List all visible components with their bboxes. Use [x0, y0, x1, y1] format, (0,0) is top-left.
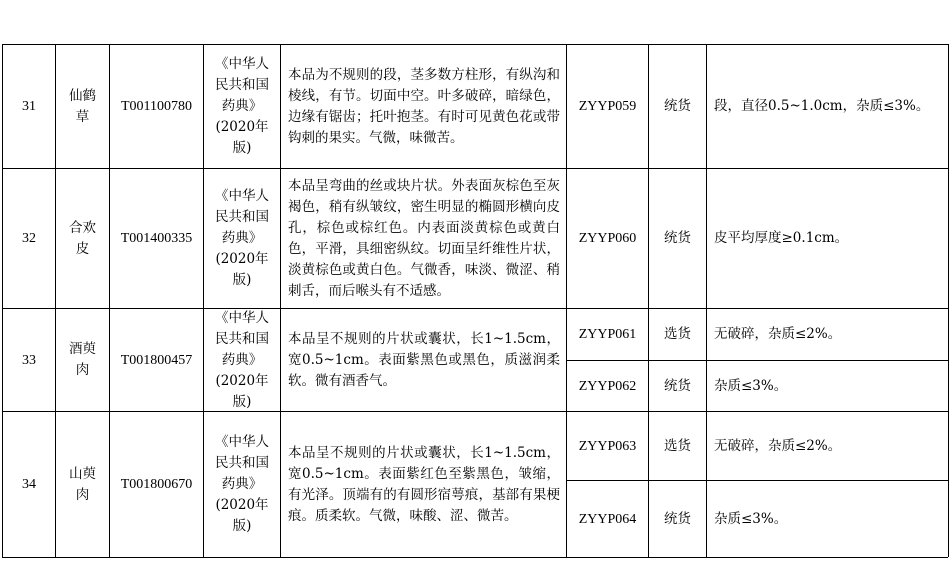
product-code-text: T001800457 [120, 352, 193, 368]
herb-name-line: 山萸 [69, 465, 96, 482]
spec-id-text: ZYYP059 [578, 99, 637, 114]
row-number-text: 31 [22, 99, 36, 114]
standard-source-line: 药典》 [221, 230, 263, 246]
spec-id-text: ZYYP062 [578, 378, 637, 394]
herb-description [281, 169, 566, 308]
spec-id [567, 169, 648, 308]
standard-source-line: 民共和国 [215, 77, 269, 93]
spec-requirement [707, 169, 948, 308]
herb-description [281, 45, 566, 168]
standard-source-line: 版) [232, 272, 252, 288]
spec-grade-text: 选货 [664, 326, 691, 342]
spec-requirement [707, 361, 948, 411]
spec-grade [649, 45, 706, 168]
standard-source-line: (2020年 [215, 119, 269, 135]
standard-source-line: (2020年 [215, 372, 269, 389]
product-code [110, 45, 203, 168]
standard-source-line: 药典》 [221, 476, 263, 492]
spec-id-text: ZYYP063 [578, 438, 637, 454]
standard-source [204, 412, 280, 557]
standard-source-line: (2020年 [215, 251, 269, 267]
standard-source-line: 《中华人 [215, 56, 269, 72]
herb-name-line: 肉 [75, 486, 90, 503]
spec-grade [649, 412, 706, 480]
spec-requirement [707, 481, 948, 557]
standard-source [204, 169, 280, 308]
standard-source-line: 《中华人 [215, 434, 269, 450]
product-code-text: T001400335 [120, 231, 193, 246]
herb-description-text: 本品呈不规则的片状或囊状，长1~1.5cm，宽0.5~1cm。表面紫黑色或黑色，质滋润柔软。微有酒香气。 [288, 330, 560, 389]
spec-requirement-text: 杂质≤3%。 [714, 377, 788, 394]
spec-id [567, 481, 648, 557]
spec-id [567, 361, 648, 411]
standard-source-line: (2020年 [215, 497, 269, 513]
herb-name-line: 合欢 [69, 219, 96, 236]
row-number-text: 32 [22, 231, 36, 246]
spec-grade [649, 169, 706, 308]
spec-requirement-text: 皮平均厚度≥0.1cm。 [714, 230, 849, 246]
standard-source-line: 版) [232, 518, 252, 534]
row-number [3, 309, 55, 411]
herb-name-line: 皮 [75, 240, 90, 257]
row-number [3, 412, 55, 557]
spec-requirement-text: 无破碎，杂质≤2%。 [714, 437, 842, 454]
herb-description-text: 本品呈弯曲的丝或块片状。外表面灰棕色至灰褐色，稍有纵皱纹，密生明显的椭圆形横向皮孔，棕色或棕红色。内表面淡黄棕色或黄白色，平滑，具细密纵纹。切面呈纤维性片状，淡黄棕色或黄白色。气微香，味淡、微涩、稍刺舌，而后喉头有不适感。 [288, 177, 560, 299]
herb-description [281, 309, 566, 411]
standard-source-line: 民共和国 [215, 330, 269, 347]
herb-name [56, 309, 109, 411]
product-code [110, 309, 203, 411]
herb-name [56, 412, 109, 557]
herb-name-line: 肉 [75, 362, 90, 378]
standard-source-line: 版) [232, 393, 252, 410]
spec-id-text: ZYYP060 [578, 231, 637, 246]
spec-id [567, 45, 648, 168]
spec-requirement-text: 无破碎，杂质≤2%。 [714, 326, 842, 342]
herb-description-text: 本品呈不规则的片状或囊状，长1~1.5cm，宽0.5~1cm。表面紫红色至紫黑色，皱缩，有光泽。顶端有的有圆形宿萼痕，基部有果梗痕。质柔软。气微，味酸、涩、微苦。 [288, 444, 560, 524]
standard-source [204, 309, 280, 411]
spec-grade-text: 统货 [664, 510, 691, 527]
spec-requirement [707, 45, 948, 168]
spec-id-text: ZYYP064 [578, 511, 637, 527]
standard-source-line: 《中华人 [215, 188, 269, 204]
herb-name [56, 45, 109, 168]
standard-source-line: 版) [232, 140, 252, 156]
spec-grade [649, 309, 706, 360]
row-number-text: 34 [22, 477, 36, 492]
spec-grade-text: 统货 [664, 377, 691, 394]
product-code-text: T001800670 [120, 477, 193, 492]
spec-id-text: ZYYP061 [578, 327, 637, 342]
row-number-text: 33 [22, 352, 36, 368]
herb-name [56, 169, 109, 308]
spec-id [567, 309, 648, 360]
herb-name-line: 草 [75, 108, 90, 125]
standard-source-line: 民共和国 [215, 455, 269, 471]
standard-source [204, 45, 280, 168]
standard-source-line: 药典》 [221, 351, 263, 368]
spec-grade-text: 统货 [664, 98, 691, 114]
spec-id [567, 412, 648, 480]
standard-source-line: 《中华人 [215, 309, 269, 326]
standard-source-line: 民共和国 [215, 209, 269, 225]
spec-grade-text: 选货 [664, 437, 691, 454]
row-number [3, 45, 55, 168]
spec-requirement [707, 309, 948, 360]
spec-requirement-text: 段，直径0.5~1.0cm，杂质≤3%。 [714, 98, 930, 114]
standard-source-line: 药典》 [221, 98, 263, 114]
product-code-text: T001100780 [120, 99, 193, 114]
spec-grade-text: 统货 [664, 230, 691, 246]
herb-description-text: 本品为不规则的段，茎多数方柱形，有纵沟和棱线，有节。切面中空。叶多破碎，暗绿色，边缘有锯齿；托叶抱茎。有时可见黄色花或带钩刺的果实。气微，味微苦。 [288, 66, 560, 146]
herb-name-line: 酒萸 [69, 341, 96, 357]
spec-grade [649, 481, 706, 557]
row-number [3, 169, 55, 308]
spec-requirement-text: 杂质≤3%。 [714, 510, 788, 527]
product-code [110, 169, 203, 308]
spec-requirement [707, 412, 948, 480]
herb-name-line: 仙鹤 [69, 87, 96, 104]
product-code [110, 412, 203, 557]
herb-description [281, 412, 566, 557]
spec-grade [649, 361, 706, 411]
